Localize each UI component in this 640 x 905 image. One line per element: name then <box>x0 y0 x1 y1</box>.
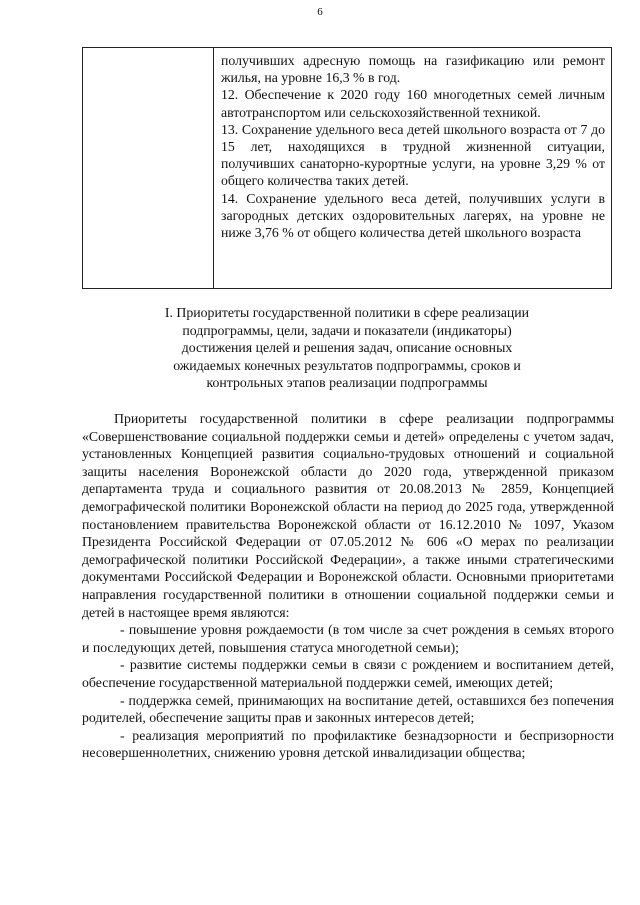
priority-item: - развитие системы поддержки семьи в связи с рождением и воспитанием детей, обеспечение государственной материальной поддержки семей, имеющих детей; <box>82 657 614 690</box>
table-paragraph: получивших адресную помощь на газификацию или ремонт жилья, на уровне 16,3 % в год. <box>221 53 605 86</box>
page-number: 6 <box>317 6 323 18</box>
priority-item: - повышение уровня рождаемости (в том числе за счет рождения в семьях второго и последующих детей, повышения статуса многодетной семьи); <box>82 622 614 655</box>
table-paragraph: 14. Сохранение удельного веса детей, получивших услуги в загородных детских оздоровительных лагерях, на уровне не ниже 3,76 % от общего количества детей школьного возраста <box>221 190 605 241</box>
table-paragraph: 12. Обеспечение к 2020 году 160 многодетных семей личным автотранспортом или сельскохозяйственной техникой. <box>221 87 605 120</box>
body-text <box>82 410 614 762</box>
priority-item: - поддержка семей, принимающих на воспитание детей, оставшихся без попечения родителей, обеспечение защиты прав и законных интересов детей; <box>82 692 614 726</box>
heading-line: достижения целей и решения задач, описание основных <box>181 340 513 356</box>
heading-line: контрольных этапов реализации подпрограммы <box>206 375 488 391</box>
heading-line: подпрограммы, цели, задачи и показатели (индикаторы) <box>182 322 512 338</box>
table-paragraph: 13. Сохранение удельного веса детей школьного возраста от 7 до 15 лет, находящихся в трудной жизненной ситуации, получивших санаторно-курортные услуги, на уровне 3,29 % от общего количества таких детей. <box>221 121 605 189</box>
heading-line: ожидаемых конечных результатов подпрограммы, сроков и <box>173 357 521 373</box>
intro-paragraph: Приоритеты государственной политики в сфере реализации подпрограммы «Совершенствование социальной поддержки семьи и детей» определены с учетом задач, установленных Концепцией развития социально-трудовых отношений и социальной защиты населения Воронежской области до 2020 года, утвержденной приказом департамента труда и социального развития от 20.08.2013 № 2859, Концепцией демографической политики Воронежской области на период до 2025 года, утвержденной постановлением правительства Воронежской области от 16.12.2010 № 1097, Указом Президента Российской Федерации от 07.05.2012 № 606 «О мерах по реализации демографической политики Российской Федерации», а также иными стратегическими документами Российской Федерации и Воронежской области. Основными приоритетами направления государственной политики в отношении социальной поддержки семьи и детей в настоящее время являются: <box>82 411 614 620</box>
section-heading <box>80 304 614 392</box>
table-right-cell <box>214 48 611 288</box>
table-left-cell <box>83 48 214 288</box>
heading-line: I. Приоритеты государственной политики в сфере реализации <box>164 305 530 320</box>
indicators-table <box>82 47 612 289</box>
priority-item: - реализация мероприятий по профилактике безнадзорности и беспризорности несовершеннолетних, снижению уровня детской инвалидизации общества; <box>82 727 614 761</box>
